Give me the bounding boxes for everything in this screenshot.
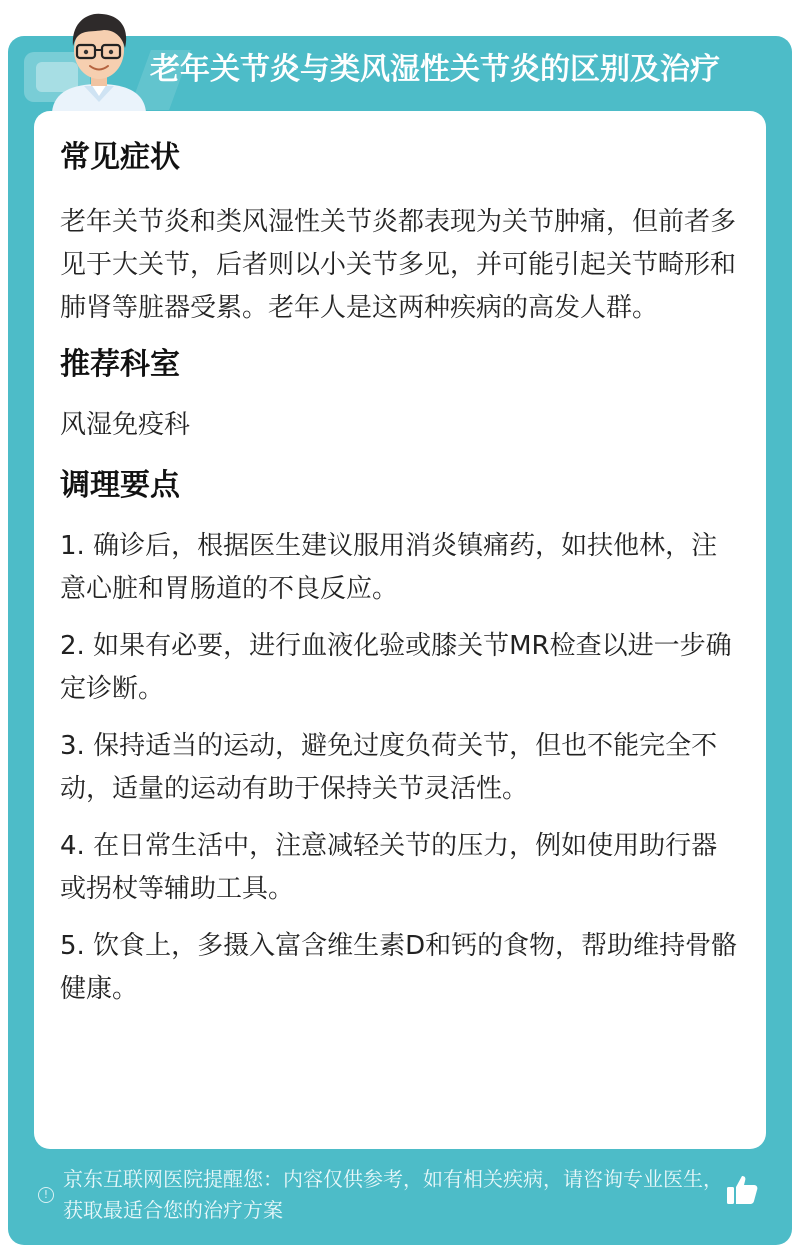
symptoms-text: 老年关节炎和类风湿性关节炎都表现为关节肿痛，但前者多见于大关节，后者则以小关节多见，并可能引起关节畸形和肺肾等脏器受累。老年人是这两种疾病的高发人群。 <box>60 207 737 323</box>
department-text: 风湿免疫科 <box>60 410 191 440</box>
doctor-avatar <box>44 6 154 112</box>
list-item: 4. 在日常生活中，注意减轻关节的压力，例如使用助行器或拐杖等辅助工具。 <box>60 831 718 904</box>
content-card <box>34 111 766 1149</box>
list-item: 5. 饮食上，多摄入富含维生素D和钙的食物，帮助维持骨骼健康。 <box>60 931 738 1004</box>
thumbs-up-icon[interactable] <box>724 1172 760 1208</box>
department-heading: 推荐科室 <box>60 347 180 382</box>
page-title: 老年关节炎与类风湿性关节炎的区别及治疗 <box>150 52 720 87</box>
disclaimer-text: 京东互联网医院提醒您：内容仅供参考，如有相关疾病，请咨询专业医生，获取最适合您的治疗方案 <box>63 1167 723 1222</box>
list-item: 1. 确诊后，根据医生建议服用消炎镇痛药，如扶他林，注意心脏和胃肠道的不良反应。 <box>60 531 718 604</box>
care-list <box>60 525 742 1011</box>
care-heading: 调理要点 <box>60 468 180 503</box>
list-item: 2. 如果有必要，进行血液化验或膝关节MR检查以进一步确定诊断。 <box>60 631 732 704</box>
symptoms-heading: 常见症状 <box>60 140 180 175</box>
content-body <box>60 133 742 1025</box>
info-icon: ! <box>38 1187 54 1203</box>
list-item: 3. 保持适当的运动，避免过度负荷关节，但也不能完全不动，适量的运动有助于保持关节灵活性。 <box>60 731 718 804</box>
